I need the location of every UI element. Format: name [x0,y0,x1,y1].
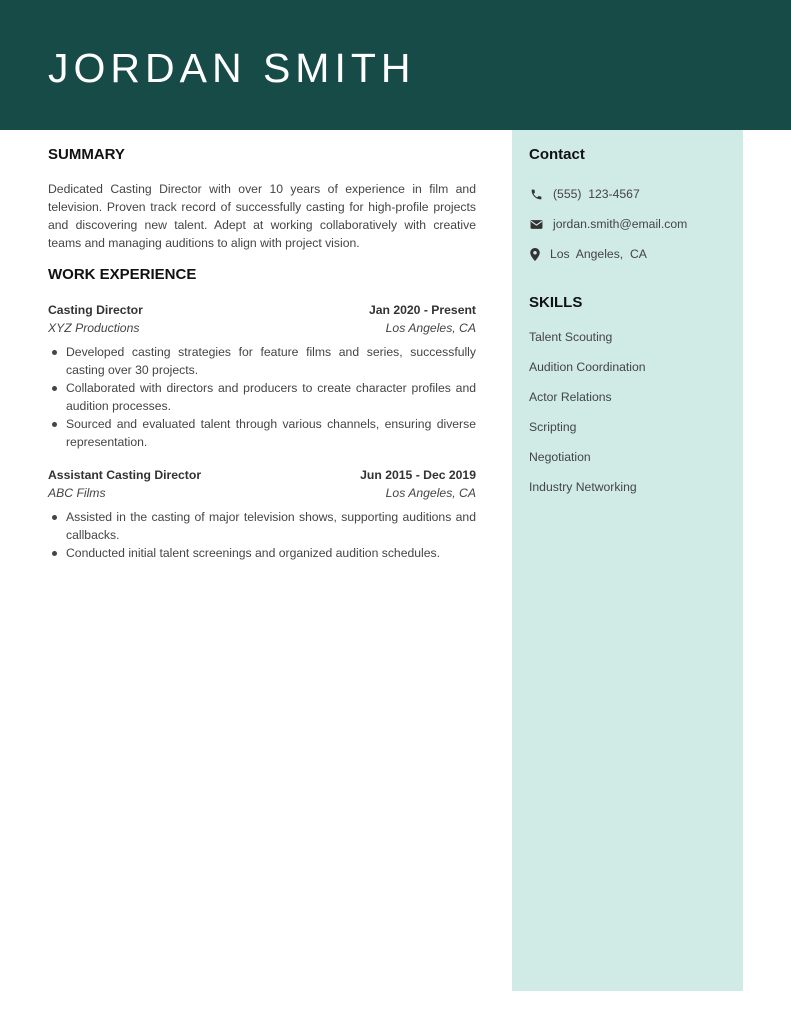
job-dates: Jan 2020 - Present [368,303,476,317]
contact-phone-text: (555) 123-4567 [553,187,640,201]
job-bullet: Collaborated with directors and producers to create character profiles and audition processes. [48,379,476,415]
job-bullets [48,508,476,562]
job-bullet: Sourced and evaluated talent through various channels, ensuring diverse representation. [48,415,476,451]
phone-icon [529,187,543,201]
work-experience-heading: WORK EXPERIENCE [48,266,197,283]
contact-heading: Contact [529,146,585,163]
skill-item: Scripting [529,420,577,434]
job-bullet: Conducted initial talent screenings and organized audition schedules. [48,544,476,562]
sidebar [512,130,743,991]
job-bullets [48,343,476,451]
skill-item: Actor Relations [529,390,612,404]
job-title: Casting Director [48,303,143,317]
job-entry [48,466,476,562]
skill-item: Negotiation [529,450,591,464]
job-entry [48,301,476,451]
contact-location [529,245,647,263]
skill-item: Audition Coordination [529,360,646,374]
skill-item: Industry Networking [529,480,637,494]
map-pin-icon [529,247,540,261]
job-bullet: Developed casting strategies for feature films and series, successfully casting over 30 projects. [48,343,476,379]
job-title: Assistant Casting Director [48,468,202,482]
contact-email-text: jordan.smith@email.com [553,217,688,231]
skill-item: Talent Scouting [529,330,613,344]
skills-list [529,328,646,508]
summary-text: Dedicated Casting Director with over 10 years of experience in film and television. Proven track record of successfully casting for high-profile projects and discovering new talent. Adept at working collaboratively with creative teams and managing auditions to align with project vision. [48,182,476,250]
contact-location-text: Los Angeles, CA [550,247,647,261]
skills-heading: SKILLS [529,294,583,311]
candidate-name: JORDAN SMITH [48,45,416,91]
envelope-icon [529,217,543,231]
summary-heading: SUMMARY [48,146,125,163]
job-location: Los Angeles, CA [385,486,476,500]
job-bullet: Assisted in the casting of major television shows, supporting auditions and callbacks. [48,508,476,544]
contact-email [529,215,687,233]
job-location: Los Angeles, CA [385,321,476,335]
header-banner [0,0,791,130]
job-company: ABC Films [48,486,106,500]
job-dates: Jun 2015 - Dec 2019 [360,468,476,482]
job-company: XYZ Productions [48,321,140,335]
contact-phone [529,185,640,203]
